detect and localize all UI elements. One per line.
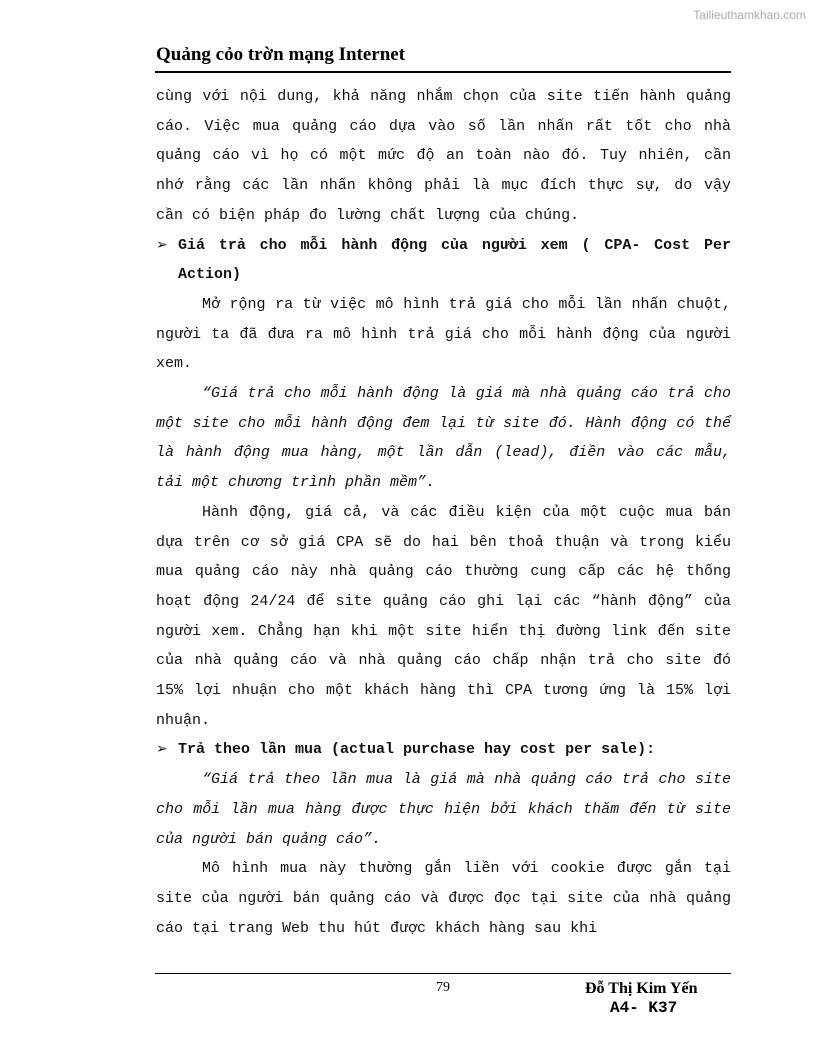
paragraph-3: Hành động, giá cả, và các điều kiện của một cuộc mua bán dựa trên cơ sở giá CPA sẽ do hai bên thoả thuận và trong kiểu mua quảng cáo này nhà quảng cáo thường cung cấp các hệ thống hoạt động 24/24 để site quảng cáo ghi lại các “hành động” của người xem. Chẳng hạn khi một site hiển thị đường link đến site của nhà quảng cáo và nhà quảng cáo chấp nhận trả cho site đó 15% lợi nhuận cho một khách hàng thì CPA tương ứng là 15% lợi nhuận. (156, 503, 731, 729)
header-divider (155, 71, 731, 73)
page-header-title: Quảng cỏo trờn mạng Internet (156, 44, 406, 65)
footer-divider (155, 973, 731, 974)
document-body (156, 82, 731, 943)
bullet-cpa-text: Giá trả cho mỗi hành động của người xem ( CPA- Cost Per Action) (178, 236, 731, 284)
quote-cost-per-sale-definition: “Giá trả theo lần mua là giá mà nhà quảng cáo trả cho site cho mỗi lần mua hàng được thực hiện bởi khách thăm đến từ site của người bán quảng cáo”. (156, 771, 731, 848)
bullet-cost-per-sale-text: Trả theo lần mua (actual purchase hay cost per sale): (178, 741, 656, 759)
paragraph-2: Mở rộng ra từ việc mô hình trả giá cho mỗi lần nhấn chuột, người ta đã đưa ra mô hình trả giá cho mỗi hành động của người xem. (156, 295, 731, 373)
class-code: A4- K37 (610, 999, 678, 1017)
watermark: Tailieuthamkhao.com (693, 8, 806, 22)
paragraph-4: Mô hình mua này thường gắn liền với cookie được gắn tại site của người bán quảng cáo và được đọc tại site của nhà quảng cáo tại trang Web thu hút được khách hàng sau khi (156, 860, 731, 937)
author-name: Đỗ Thị Kim Yến (585, 980, 698, 997)
bullet-cpa (156, 231, 731, 290)
bullet-cost-per-sale (156, 735, 731, 765)
page-number: 79 (436, 980, 450, 995)
paragraph-1: cùng với nội dung, khả năng nhắm chọn của site tiến hành quảng cáo. Việc mua quảng cáo dựa vào số lần nhấn rất tốt cho nhà quảng cáo vì họ có một mức độ an toàn nào đó. Tuy nhiên, cần nhớ rằng các lần nhấn không phải là mục đích thực sự, do vậy cần có biện pháp đo lường chất lượng của chúng. (156, 88, 731, 224)
quote-cpa-definition: “Giá trả cho mỗi hành động là giá mà nhà quảng cáo trả cho một site cho mỗi hành động đem lại từ site đó. Hành động có thể là hành động mua hàng, một lần dẫn (lead), điền vào các mẫu, tải một chương trình phần mềm”. (156, 385, 731, 492)
arrow-bullet-icon: ➢ (156, 741, 168, 758)
arrow-bullet-icon: ➢ (156, 236, 168, 253)
